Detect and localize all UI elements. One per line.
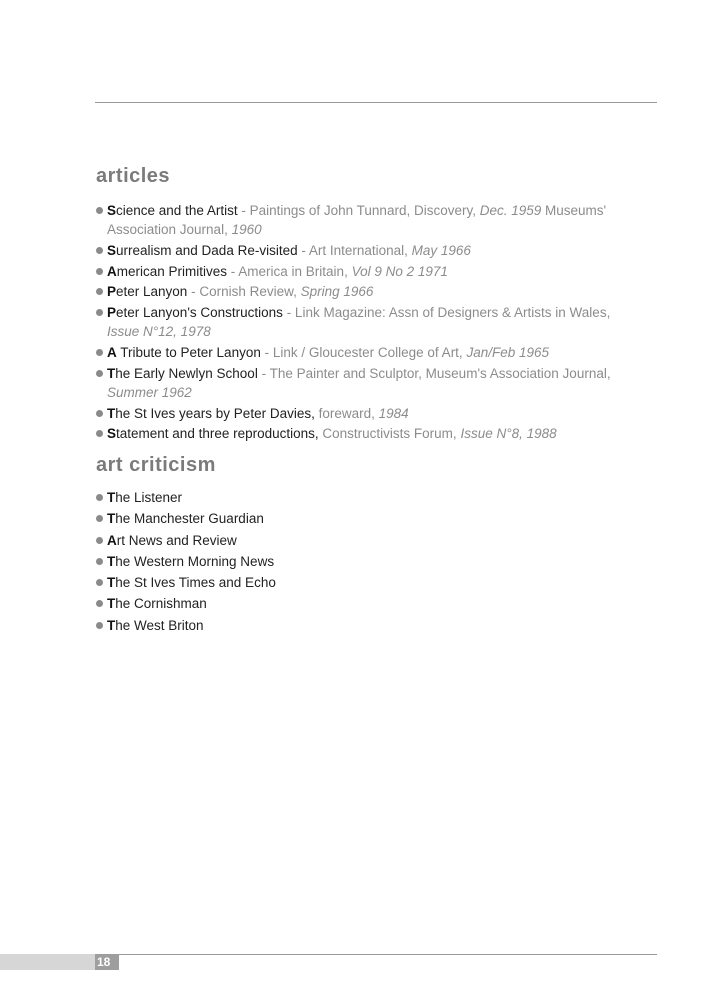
list-item: Peter Lanyon's Constructions - Link Magazine: Assn of Designers & Artists in Wales, Issue N°12, 1978: [96, 303, 641, 342]
bullet-icon: [96, 537, 103, 544]
list-item: Peter Lanyon - Cornish Review, Spring 1966: [96, 282, 641, 301]
art-criticism-heading: art criticism: [96, 454, 216, 476]
bullet-icon: [96, 370, 103, 377]
bullet-icon: [96, 288, 103, 295]
top-divider: [95, 102, 657, 103]
bullet-icon: [96, 349, 103, 356]
footer-bar: [0, 954, 95, 970]
bullet-icon: [96, 494, 103, 501]
list-item: The St Ives Times and Echo: [96, 573, 641, 593]
bullet-icon: [96, 207, 103, 214]
articles-list: [96, 201, 641, 445]
list-item: The Listener: [96, 488, 641, 508]
list-item: Art News and Review: [96, 531, 641, 551]
bullet-icon: [96, 268, 103, 275]
bullet-icon: [96, 247, 103, 254]
list-item: The St Ives years by Peter Davies, foreward, 1984: [96, 404, 641, 423]
list-item: American Primitives - America in Britain, Vol 9 No 2 1971: [96, 262, 641, 281]
bullet-icon: [96, 430, 103, 437]
bullet-icon: [96, 309, 103, 316]
list-item: The Western Morning News: [96, 552, 641, 572]
bullet-icon: [96, 622, 103, 629]
list-item: Statement and three reproductions, Constructivists Forum, Issue N°8, 1988: [96, 424, 641, 443]
art-criticism-list: [96, 488, 641, 637]
list-item: Surrealism and Dada Re-visited - Art International, May 1966: [96, 241, 641, 260]
articles-heading: articles: [96, 165, 171, 187]
bullet-icon: [96, 579, 103, 586]
list-item: The Cornishman: [96, 594, 641, 614]
bullet-icon: [96, 410, 103, 417]
bullet-icon: [96, 515, 103, 522]
bullet-icon: [96, 558, 103, 565]
list-item: A Tribute to Peter Lanyon - Link / Gloucester College of Art, Jan/Feb 1965: [96, 343, 641, 362]
list-item: The Manchester Guardian: [96, 509, 641, 529]
list-item: Science and the Artist - Paintings of John Tunnard, Discovery, Dec. 1959 Museums' Association Journal, 1960: [96, 201, 641, 240]
page-number: 18: [97, 955, 111, 969]
list-item: The West Briton: [96, 616, 641, 636]
bottom-divider: [95, 954, 657, 955]
bullet-icon: [96, 600, 103, 607]
list-item: The Early Newlyn School - The Painter and Sculptor, Museum's Association Journal, Summer 1962: [96, 364, 641, 403]
